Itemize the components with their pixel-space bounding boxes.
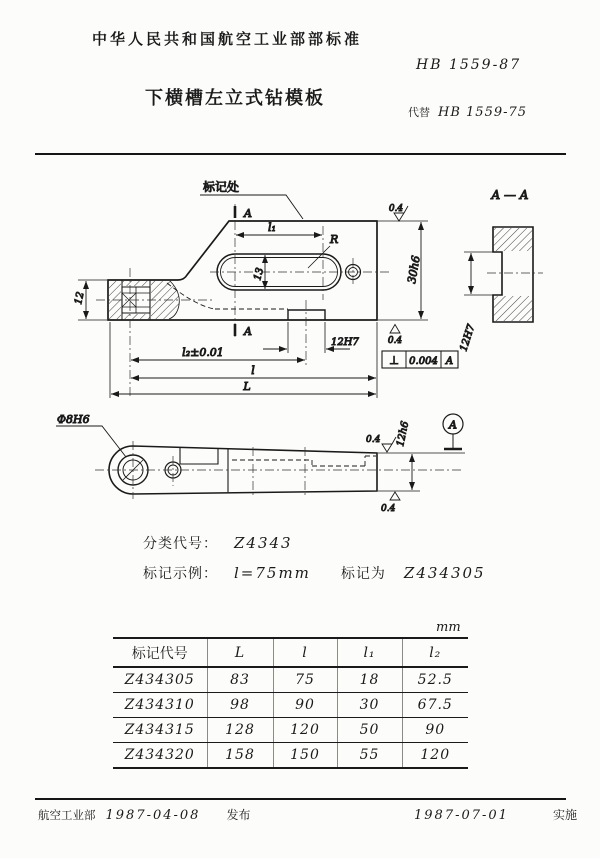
section-title: A — A bbox=[491, 188, 529, 202]
classification-label: 分类代号： bbox=[143, 535, 218, 551]
tolerance-datum: A bbox=[445, 356, 454, 367]
footer-impl-date: 1987-07-01 bbox=[414, 808, 509, 823]
tolerance-frame bbox=[382, 351, 458, 368]
table-row bbox=[113, 718, 468, 743]
cell-L: 83 bbox=[207, 667, 273, 693]
bottom-view-drawing bbox=[56, 413, 465, 514]
dim-left-height-label: 12 bbox=[73, 290, 87, 306]
col-header-code: 标记代号 bbox=[113, 638, 207, 667]
roughness-bv-top-label: 0.4 bbox=[366, 435, 381, 445]
page-title: 下横槽左立式钻模板 bbox=[145, 88, 325, 108]
cell-l: 120 bbox=[273, 718, 337, 743]
roughness-mid-label: 0.4 bbox=[387, 336, 403, 346]
example-label: 标记示例： bbox=[143, 565, 218, 581]
marking-example-line bbox=[143, 563, 486, 583]
dim-slot-width-label: 13 bbox=[252, 266, 267, 282]
dim-l1-label: l₁ bbox=[268, 221, 276, 234]
tolerance-value: 0.004 bbox=[409, 356, 438, 367]
mark-label: 标记为 bbox=[340, 565, 386, 581]
example-value: l=75mm bbox=[234, 564, 311, 582]
cell-l2: 52.5 bbox=[402, 667, 468, 693]
classification-code: Z4343 bbox=[234, 534, 293, 552]
size-table bbox=[113, 637, 468, 769]
roughness-bv-bottom-icon bbox=[390, 492, 400, 500]
cell-L: 128 bbox=[207, 718, 273, 743]
col-header-l2: l₂ bbox=[402, 638, 468, 667]
col-header-L: L bbox=[207, 638, 273, 667]
footer-release bbox=[38, 806, 250, 823]
replaces-number: HB 1559-75 bbox=[438, 105, 528, 120]
dim-l-label: l bbox=[251, 364, 255, 377]
cell-L: 98 bbox=[207, 693, 273, 718]
cell-l: 150 bbox=[273, 743, 337, 769]
footer-release-label: 发布 bbox=[226, 808, 251, 822]
hole-leader bbox=[56, 426, 126, 457]
dim-slot-main-label: 12H7 bbox=[331, 337, 359, 348]
standard-number: HB 1559-87 bbox=[416, 57, 522, 73]
table-row bbox=[113, 667, 468, 693]
footer-org: 航空工业部 bbox=[38, 810, 96, 822]
section-mark-top: A bbox=[244, 207, 252, 220]
section-mark-bottom: A bbox=[244, 325, 252, 338]
datum-symbol bbox=[443, 414, 463, 449]
table-row bbox=[113, 743, 468, 769]
tolerance-symbol: ⊥ bbox=[389, 355, 399, 367]
footer-impl-label: 实施 bbox=[552, 808, 577, 822]
cell-l1: 30 bbox=[337, 693, 402, 718]
table-header-row bbox=[113, 638, 468, 667]
classification-line bbox=[143, 533, 293, 553]
dim-hole-label: Φ8H6 bbox=[57, 413, 90, 426]
cell-L: 158 bbox=[207, 743, 273, 769]
dim-l2-label: l₂±0.01 bbox=[182, 346, 224, 359]
marking-place-label: 标记处 bbox=[203, 180, 240, 194]
dim-radius-label: R bbox=[330, 233, 339, 246]
cell-code: Z434315 bbox=[113, 718, 207, 743]
section-view-drawing bbox=[458, 188, 543, 353]
mark-code: Z434305 bbox=[403, 564, 486, 582]
cell-l2: 67.5 bbox=[402, 693, 468, 718]
dim-slot-section-label: 12H7 bbox=[458, 323, 478, 353]
replaces-label: 代替 bbox=[408, 107, 430, 119]
cell-code: Z434305 bbox=[113, 667, 207, 693]
main-view-drawing bbox=[73, 179, 458, 398]
cell-l2: 90 bbox=[402, 718, 468, 743]
roughness-top-label: 0.4 bbox=[388, 204, 404, 214]
roughness-bv-bottom-label: 0.4 bbox=[381, 504, 396, 514]
footer-implementation bbox=[414, 806, 577, 823]
dim-side-height-label: 12h6 bbox=[395, 420, 412, 448]
datum-letter: A bbox=[449, 418, 457, 432]
cell-l2: 120 bbox=[402, 743, 468, 769]
cell-l: 90 bbox=[273, 693, 337, 718]
cell-l1: 55 bbox=[337, 743, 402, 769]
cell-code: Z434320 bbox=[113, 743, 207, 769]
standard-org-line: 中华人民共和国航空工业部部标准 bbox=[92, 31, 363, 48]
cell-l: 75 bbox=[273, 667, 337, 693]
roughness-bv-top-icon bbox=[382, 437, 396, 452]
footer-divider bbox=[35, 798, 566, 800]
cell-code: Z434310 bbox=[113, 693, 207, 718]
table-unit-label: mm bbox=[436, 620, 461, 635]
dim-L-label: L bbox=[243, 380, 251, 393]
cell-l1: 50 bbox=[337, 718, 402, 743]
col-header-l1: l₁ bbox=[337, 638, 402, 667]
roughness-mid-icon bbox=[390, 325, 400, 334]
dim-right-height-label: 30h6 bbox=[405, 254, 423, 285]
table-row bbox=[113, 693, 468, 718]
col-header-l: l bbox=[273, 638, 337, 667]
footer-release-date: 1987-04-08 bbox=[105, 808, 201, 823]
cell-l1: 18 bbox=[337, 667, 402, 693]
